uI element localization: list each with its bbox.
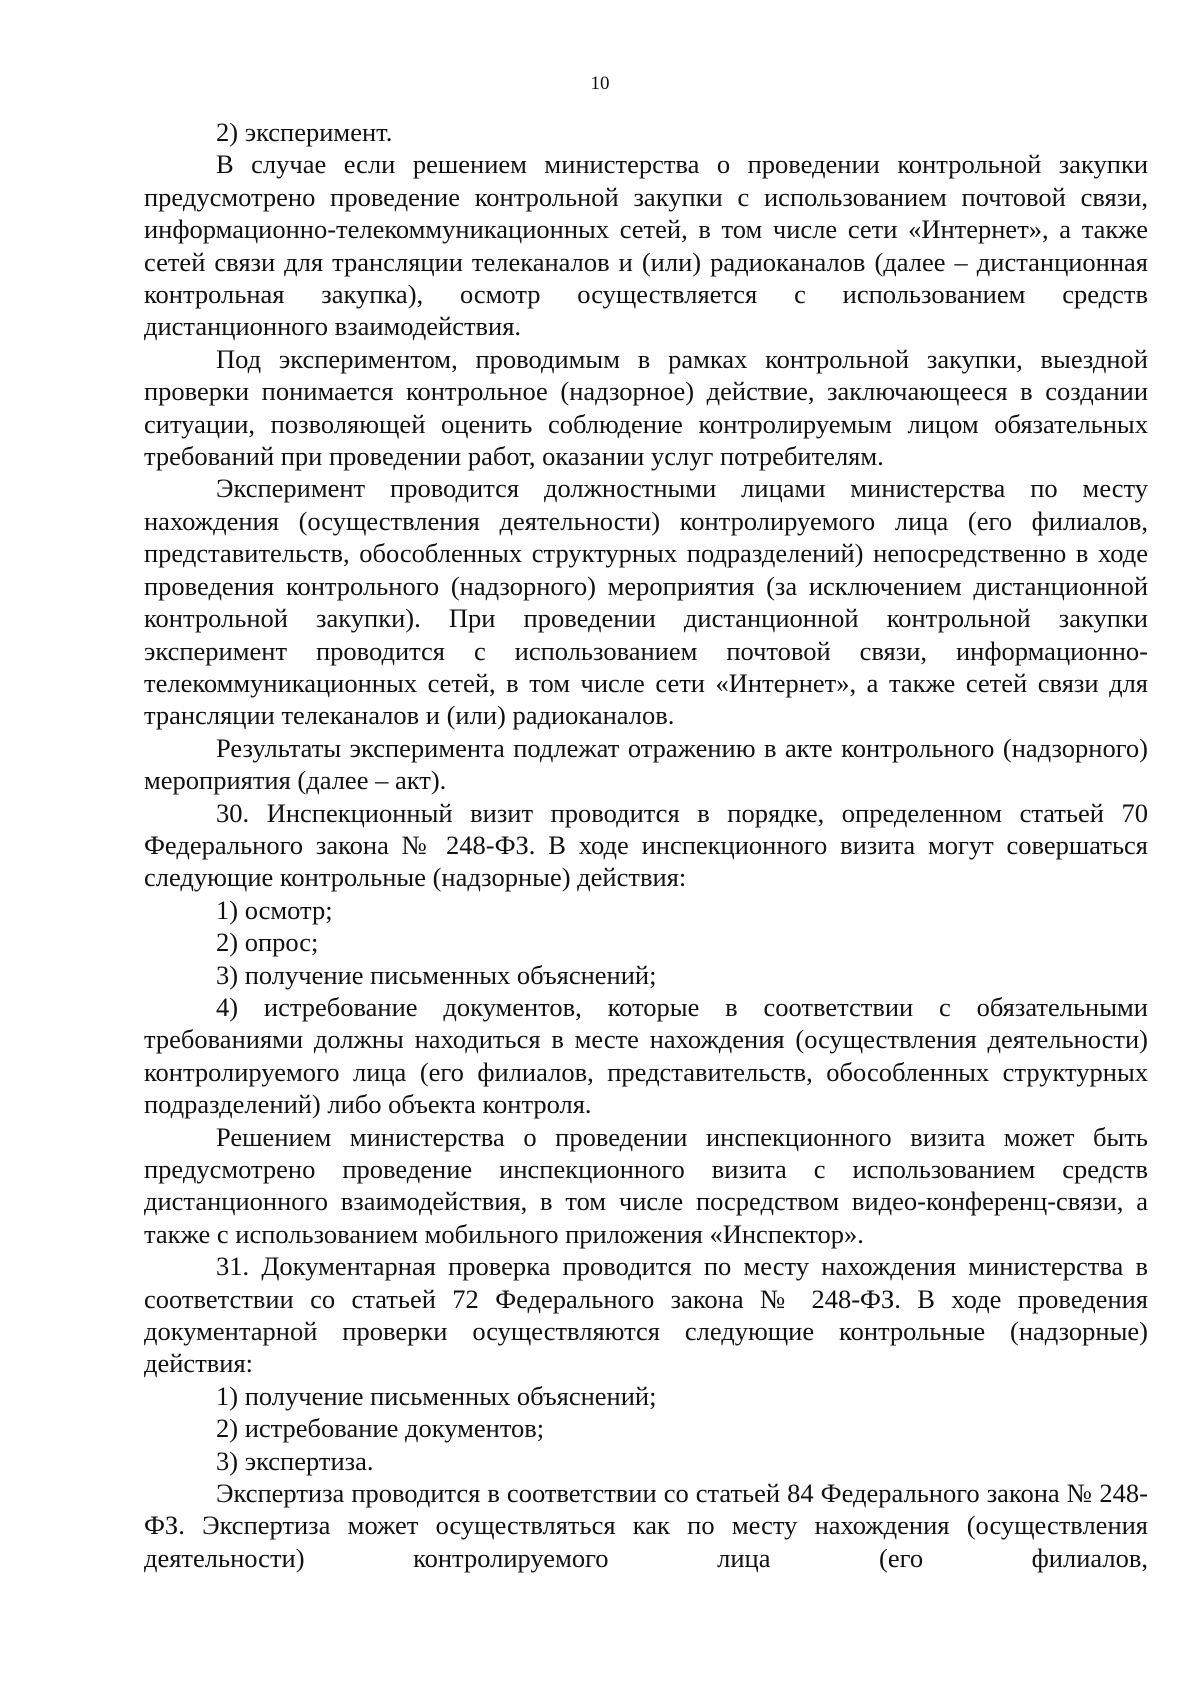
paragraph-experiment-definition: Под экспериментом, проводимым в рамках контрольной закупки, выездной проверки понимается контрольное (надзорное) действие, заключающееся в создании ситуации, позволяющей оценить соблюдение контролируемым лицом обязательных требований при проведении работ, оказании услуг потребителям. [144,343,1148,472]
paragraph-remote-visit: Решением министерства о проведении инспекционного визита может быть предусмотрено проведение инспекционного визита с использованием средств дистанционного взаимодействия, в том числе посредством видео-конференц-связи, а также с использованием мобильного приложения «Инспектор». [144,1121,1148,1249]
document-body [144,116,1148,1574]
list-item-survey: 2) опрос; [216,927,319,958]
list-item-document-request: 4) истребование документов, которые в соответствии с обязательными требованиями должны находиться в месте нахождения (осуществления деятельности) контролируемого лица (его филиалов, представительств, обособленных структурных подразделений) либо объекта контроля. [144,991,1148,1120]
paragraph-experiment-procedure: Эксперимент проводится должностными лицами министерства по месту нахождения (осуществления деятельности) контролируемого лица (его филиалов, представительств, обособленных структурных подразделений) непосредственно в ходе проведения контрольного (надзорного) мероприятия (за исключением дистанционной контрольной закупки). При проведении дистанционной контрольной закупки эксперимент проводится с использованием почтовой связи, информационно-телекоммуникационных сетей, в том числе сети «Интернет», а также сетей связи для трансляции телеканалов и (или) радиоканалов. [144,473,1148,731]
clause-30: 30. Инспекционный визит проводится в порядке, определенном статьей 70 Федерального закона № 248-ФЗ. В ходе инспекционного визита могут совершаться следующие контрольные (надзорные) действия: [144,797,1148,893]
paragraph-expertise: Экспертиза проводится в соответствии со статьей 84 Федерального закона № 248-ФЗ. Экспертиза может осуществляться как по месту нахождения (осуществления деятельности) контролируемого лица (его филиалов, [144,1478,1148,1573]
paragraph-experiment-results: Результаты эксперимента подлежат отражению в акте контрольного (надзорного) мероприятия (далее – акт). [144,732,1148,796]
clause-31: 31. Документарная проверка проводится по месту нахождения министерства в соответствии со статьей 72 Федерального закона № 248-ФЗ. В ходе проведения документарной проверки осуществляются следующие контрольные (надзорные) действия: [144,1251,1148,1379]
list-item-written-explanations-2: 1) получение письменных объяснений; [216,1380,657,1411]
list-item-experiment: 2) эксперимент. [216,117,393,147]
page-number: 10 [590,73,610,94]
list-item-written-explanations: 3) получение письменных объяснений; [216,959,657,990]
paragraph-remote-purchase: В случае если решением министерства о проведении контрольной закупки предусмотрено проведение контрольной закупки с использованием почтовой связи, информационно-телекоммуникационных сетей, в том числе сети «Интернет», а также сетей связи для трансляции телеканалов и (или) радиоканалов (далее – дистанционная контрольная закупка), осмотр осуществляется с использованием средств дистанционного взаимодействия. [144,149,1148,342]
list-item-inspection: 1) осмотр; [216,894,333,925]
list-item-document-request-2: 2) истребование документов; [216,1413,545,1444]
list-item-expertise: 3) экспертиза. [216,1445,374,1476]
